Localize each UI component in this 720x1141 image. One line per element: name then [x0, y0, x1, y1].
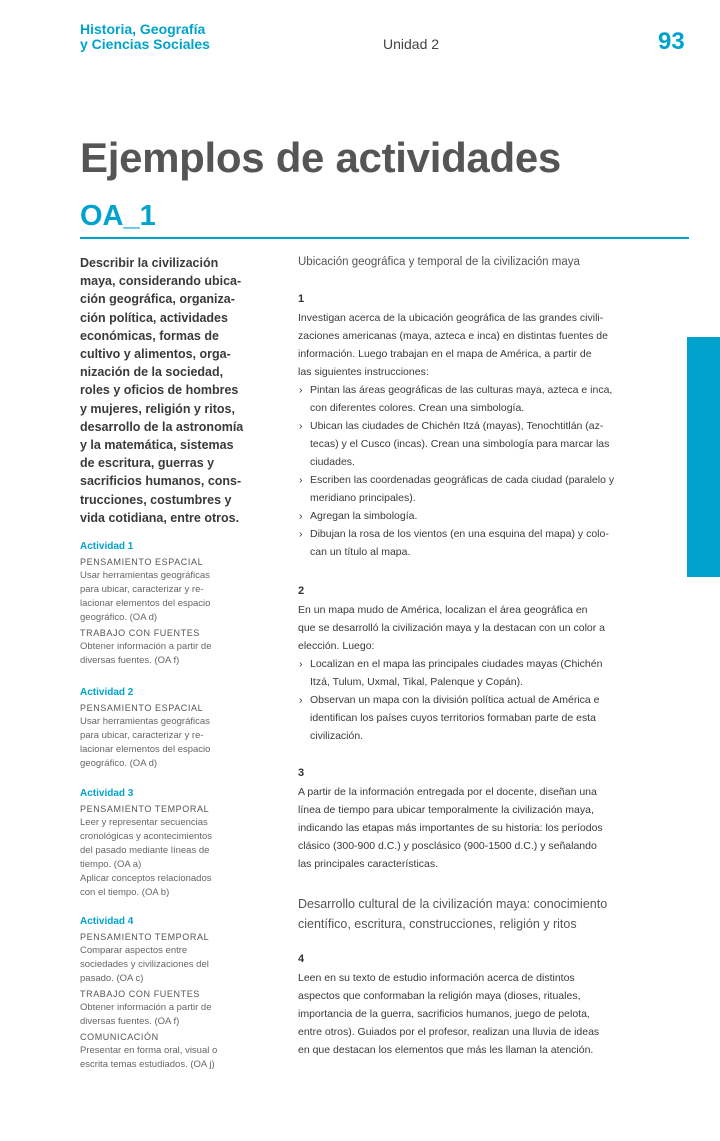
desc-line: Obtener información a partir de — [80, 1002, 212, 1013]
activity-2-bullets — [298, 655, 678, 745]
learning-objective — [80, 254, 265, 527]
objective-line: maya, considerando ubica- — [80, 274, 242, 289]
desc-line: lacionar elementos del espacio — [80, 744, 211, 755]
text-line: elección. Luego: — [298, 640, 375, 652]
desc-line: Obtener información a partir de — [80, 641, 212, 652]
text-line: que se desarrolló la civilización maya y la destacan con un color a — [298, 622, 605, 634]
activity-1-skills — [80, 541, 280, 668]
desc-line: pasado. (OA c) — [80, 973, 144, 984]
bullet-item — [298, 417, 678, 471]
subject-line: Historia, Geografía — [80, 21, 206, 37]
desc-line: geográfico. (OA d) — [80, 758, 158, 769]
text-line: › Pintan las áreas geográficas de las culturas maya, azteca e inca, — [310, 384, 613, 396]
text-line: A partir de la información entregada por el docente, diseñan una — [298, 786, 597, 798]
section-heading — [298, 253, 580, 271]
subject-line: y Ciencias Sociales — [80, 36, 210, 52]
desc-line: Usar herramientas geográficas — [80, 570, 210, 581]
text-line: identifican los países cuyos territorios formaban parte de esta — [310, 712, 596, 724]
text-line: en que destacan los elementos que más les llaman la atención. — [298, 1044, 594, 1056]
text-line: línea de tiempo para ubicar temporalmente la civilización maya, — [298, 804, 594, 816]
text-line: › Dibujan la rosa de los vientos (en una esquina del mapa) y colo- — [310, 528, 609, 540]
desc-line: del pasado mediante líneas de — [80, 845, 210, 856]
desc-line: con el tiempo. (OA b) — [80, 887, 170, 898]
text-line: las siguientes instrucciones: — [298, 366, 429, 378]
text-line: meridiano principales). — [310, 492, 416, 504]
objective-line: y la matemática, sistemas — [80, 438, 234, 453]
activity-number: 4 — [298, 953, 305, 965]
skill-name: PENSAMIENTO ESPACIAL — [80, 703, 204, 713]
desc-line: geográfico. (OA d) — [80, 612, 158, 623]
text-line: Investigan acerca de la ubicación geográfica de las grandes civili- — [298, 312, 604, 324]
desc-line: para ubicar, caracterizar y re- — [80, 584, 204, 595]
activity-title: Actividad 1 — [80, 541, 134, 552]
activity-title: Actividad 2 — [80, 687, 134, 698]
objective-line: económicas, formas de — [80, 328, 219, 343]
activity-3-skills — [80, 788, 280, 900]
objective-line: nización de la sociedad, — [80, 365, 224, 380]
page-title: Ejemplos de actividades — [80, 134, 561, 181]
text-line: importancia de la guerra, sacrificios humanos, juego de pelota, — [298, 1008, 590, 1020]
text-line: entre otros). Guiados por el profesor, realizan una lluvia de ideas — [298, 1026, 600, 1038]
activity-number: 2 — [298, 585, 305, 597]
text-line: tecas) y el Cusco (incas). Crean una simbología para marcar las — [310, 438, 610, 450]
objective-line: cultivo y alimentos, orga- — [80, 347, 231, 362]
skill-description — [80, 944, 280, 986]
heading-line: Desarrollo cultural de la civilización maya: conocimiento — [298, 897, 608, 911]
skill-description — [80, 816, 280, 900]
objective-line: roles y oficios de hombres — [80, 383, 239, 398]
bullet-item — [298, 381, 678, 417]
objective-line: desarrollo de la astronomía — [80, 419, 244, 434]
desc-line: Comparar aspectos entre — [80, 945, 188, 956]
objective-line: de escritura, guerras y — [80, 456, 215, 471]
activity-1-intro — [298, 309, 670, 381]
skill-name: PENSAMIENTO ESPACIAL — [80, 557, 204, 567]
text-line: aspectos que conformaban la religión maya (dioses, rituales, — [298, 990, 581, 1002]
desc-line: Usar herramientas geográficas — [80, 716, 210, 727]
desc-line: Aplicar conceptos relacionados — [80, 873, 212, 884]
activity-2-intro — [298, 601, 670, 655]
activity-4-text — [298, 969, 670, 1059]
text-line: can un título al mapa. — [310, 546, 411, 558]
desc-line: sociedades y civilizaciones del — [80, 959, 209, 970]
activity-4-skills — [80, 916, 280, 1072]
desc-line: Leer y representar secuencias — [80, 817, 208, 828]
desc-line: para ubicar, caracterizar y re- — [80, 730, 204, 741]
bullet-item — [298, 525, 678, 561]
activity-2-skills — [80, 687, 280, 771]
side-tab — [687, 337, 720, 577]
text-line: Leen en su texto de estudio información acerca de distintos — [298, 972, 575, 984]
desc-line: cronológicas y acontecimientos — [80, 831, 213, 842]
skill-description — [80, 1044, 280, 1072]
objective-line: ción política, actividades — [80, 310, 228, 325]
text-line: información. Luego trabajan en el mapa de América, a partir de — [298, 348, 592, 360]
heading-line: científico, escritura, construcciones, religión y ritos — [298, 917, 577, 931]
desc-line: escrita temas estudiados. (OA j) — [80, 1059, 215, 1070]
skill-description — [80, 569, 280, 625]
objective-line: ción geográfica, organiza- — [80, 292, 235, 307]
skill-description — [80, 715, 280, 771]
divider-rule — [80, 237, 689, 239]
text-line: › Escriben las coordenadas geográficas de cada ciudad (paralelo y — [310, 474, 615, 486]
text-line: con diferentes colores. Crean una simbología. — [310, 402, 525, 414]
activity-title: Actividad 3 — [80, 788, 134, 799]
bullet-item — [298, 655, 678, 691]
bullet-item — [298, 691, 678, 745]
desc-line: tiempo. (OA a) — [80, 859, 142, 870]
activity-3-text — [298, 783, 670, 873]
objective-line: trucciones, costumbres y — [80, 492, 232, 507]
activity-title: Actividad 4 — [80, 916, 134, 927]
text-line: › Ubican las ciudades de Chichén Itzá (mayas), Tenochtitlán (az- — [310, 420, 604, 432]
objective-line: sacrificios humanos, cons- — [80, 474, 242, 489]
text-line: › Observan un mapa con la división política actual de América e — [310, 694, 600, 706]
text-line: las principales características. — [298, 858, 439, 870]
skill-name: TRABAJO CON FUENTES — [80, 989, 200, 999]
section-heading — [298, 894, 607, 934]
heading-line: Ubicación geográfica y temporal de la civilización maya — [298, 256, 580, 268]
unit-label: Unidad 2 — [383, 36, 440, 52]
objective-line: Describir la civilización — [80, 256, 219, 270]
text-line: indicando las etapas más importantes de su historia: los períodos — [298, 822, 603, 834]
bullet-item — [298, 471, 678, 507]
text-line: › Localizan en el mapa las principales ciudades mayas (Chichén — [310, 658, 603, 670]
page-number: 93 — [658, 28, 685, 55]
skill-description — [80, 1001, 280, 1029]
text-line: civilización. — [310, 730, 364, 742]
desc-line: diversas fuentes. (OA f) — [80, 655, 180, 666]
bullet-item — [298, 507, 678, 525]
objective-line: vida cotidiana, entre otros. — [80, 510, 240, 525]
desc-line: Presentar en forma oral, visual o — [80, 1045, 218, 1056]
text-line: clásico (300-900 d.C.) y posclásico (900-1500 d.C.) y señalando — [298, 840, 597, 852]
skill-name: PENSAMIENTO TEMPORAL — [80, 932, 210, 942]
desc-line: diversas fuentes. (OA f) — [80, 1016, 180, 1027]
desc-line: lacionar elementos del espacio — [80, 598, 211, 609]
text-line: Itzá, Tulum, Uxmal, Tikal, Palenque y Copán). — [310, 676, 524, 688]
activity-number: 3 — [298, 767, 305, 779]
text-line: ciudades. — [310, 456, 355, 468]
activity-number: 1 — [298, 293, 305, 305]
skill-name: COMUNICACIÓN — [80, 1032, 159, 1042]
skill-name: PENSAMIENTO TEMPORAL — [80, 804, 210, 814]
oa-code: OA_1 — [80, 200, 156, 232]
text-line: zaciones americanas (maya, azteca e inca) en distintas fuentes de — [298, 330, 608, 342]
text-line: › Agregan la simbología. — [310, 510, 418, 522]
objective-line: y mujeres, religión y ritos, — [80, 401, 235, 416]
activity-1-bullets — [298, 381, 678, 561]
skill-description — [80, 640, 280, 668]
text-line: En un mapa mudo de América, localizan el área geográfica en — [298, 604, 588, 616]
skill-name: TRABAJO CON FUENTES — [80, 628, 200, 638]
subject-heading — [80, 22, 210, 52]
